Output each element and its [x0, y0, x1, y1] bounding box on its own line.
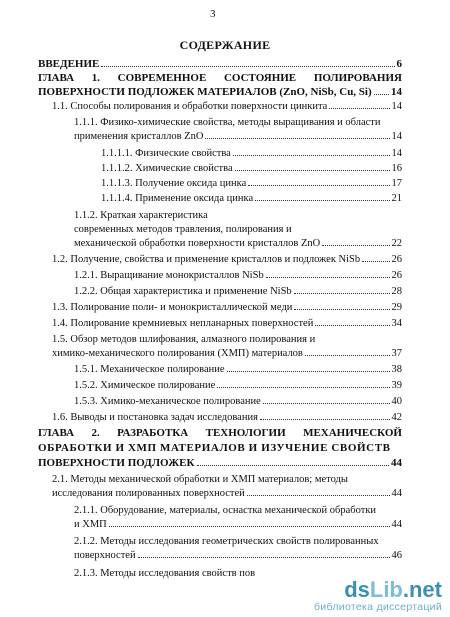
toc-entry-1-1-1-3: 1.1.1.3. Получение оксида цинка 17 — [101, 178, 402, 189]
toc-entry-2-1-2-line-1: 2.1.2. Методы исследования геометрических свойств полированных — [74, 536, 379, 547]
toc-entry-1-5-3: 1.5.3. Химико-механическое полирование 40 — [74, 396, 402, 407]
toc-entry-1-1-2-line-3: механической обработки поверхности кристаллов ZnO 22 — [74, 238, 402, 249]
toc-title: СОДЕРЖАНИЕ — [179, 38, 271, 52]
toc-entry-2-1-2-line-2: поверхностей 46 — [74, 550, 402, 561]
toc-entry-1-2-1: 1.2.1. Выращивание монокристаллов NiSb 26 — [74, 270, 402, 281]
toc-entry-1-5-1: 1.5.1. Механическое полирование 38 — [74, 364, 402, 375]
toc-entry-1-2: 1.2. Получение, свойства и применение кристаллов и подложек NiSb 26 — [52, 254, 402, 265]
toc-entry-1-4: 1.4. Полирование кремниевых непланарных поверхностей 34 — [52, 318, 402, 329]
page-number: 3 — [210, 8, 216, 20]
toc-entry-1-5-line-2: химико-механического полирования (ХМП) материалов 37 — [52, 348, 402, 359]
toc-entry-2-1-1-line-1: 2.1.1. Оборудование, материалы, оснастка механической обработки — [74, 505, 377, 516]
toc-entry-1-1-2-line-1: 1.1.2. Краткая характеристика — [74, 210, 208, 221]
toc-entry-1-5-line-1: 1.5. Обзор методов шлифования, алмазного полирования и — [52, 334, 316, 345]
toc-entry-2-1-1-line-2: и ХМП 44 — [74, 519, 402, 530]
toc-entry-1-1: 1.1. Способы полирования и обработки поверхности цинкита 14 — [52, 101, 402, 112]
watermark-subtitle: библиотека диссертаций — [314, 601, 442, 613]
toc-entry-2-1-line-1: 2.1. Методы механической обработки и ХМП материалов; методы — [52, 474, 348, 485]
toc-entry-1-5-2: 1.5.2. Химическое полирование 39 — [74, 380, 402, 391]
toc-entry-1-1-1-2: 1.1.1.2. Химические свойства 16 — [101, 163, 402, 174]
toc-entry-1-1-2-line-2: современных методов травления, полирования и — [74, 224, 292, 235]
toc-entry-1-1-1-line-2: применения кристаллов ZnO 14 — [74, 131, 402, 142]
watermark — [314, 579, 442, 613]
toc-entry-chapter-2-line-2: ОБРАБОТКИ И ХМП МАТЕРИАЛОВ И ИЗУЧЕНИЕ СВОЙСТВ — [38, 442, 391, 454]
toc-entry-chapter-1-line-1: ГЛАВА 1. СОВРЕМЕННОЕ СОСТОЯНИЕ ПОЛИРОВАНИЯ — [38, 72, 402, 84]
toc-entry-1-6: 1.6. Выводы и постановка задач исследования 42 — [52, 412, 402, 423]
toc-entry-chapter-2-line-1: ГЛАВА 2. РАЗРАБОТКА ТЕХНОЛОГИИ МЕХАНИЧЕСКОЙ — [38, 427, 402, 439]
toc-entry-chapter-1-line-2: ПОВЕРХНОСТИ ПОДЛОЖЕК МАТЕРИАЛОВ (ZnO, NiSb, Cu, Si) 14 — [38, 86, 402, 98]
toc-entry-chapter-2-line-3: ПОВЕРХНОСТИ ПОДЛОЖЕК 44 — [38, 457, 402, 469]
toc-entry-2-1-3: 2.1.3. Методы исследования свойств пов — [74, 568, 256, 579]
toc-entry-2-1-line-2: исследования полированных поверхностей 44 — [52, 488, 402, 499]
toc-entry-1-1-1-line-1: 1.1.1. Физико-химические свойства, методы выращивания и области — [74, 117, 381, 128]
toc-entry-1-3: 1.3. Полирование поли- и монокристаллической меди 29 — [52, 302, 402, 313]
toc-entry-1-2-2: 1.2.2. Общая характеристика и применение NiSb 28 — [74, 286, 402, 297]
watermark-logo: dsLib.net — [344, 577, 442, 602]
toc-entry-1-1-1-1: 1.1.1.1. Физические свойства 14 — [101, 148, 402, 159]
toc-entry-1-1-1-4: 1.1.1.4. Применение оксида цинка 21 — [101, 193, 402, 204]
toc-entry-intro: ВВЕДЕНИЕ 6 — [38, 58, 402, 70]
